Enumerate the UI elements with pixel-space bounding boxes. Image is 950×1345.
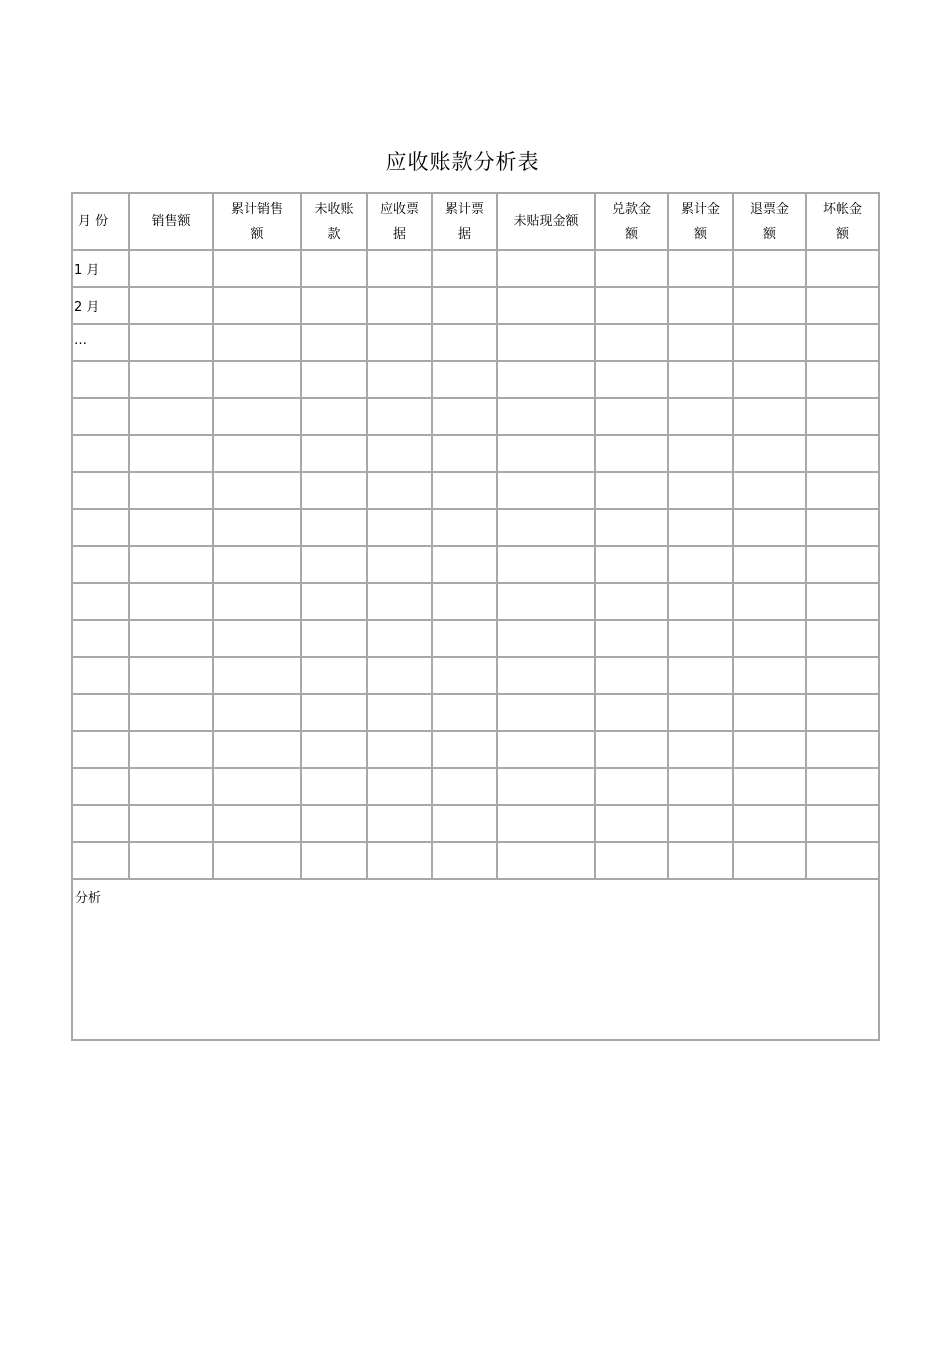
table-row: [72, 546, 879, 583]
data-cell[interactable]: [432, 842, 497, 879]
data-cell[interactable]: [733, 287, 806, 324]
data-cell[interactable]: [806, 509, 879, 546]
data-cell[interactable]: [595, 768, 668, 805]
table-row: [72, 287, 879, 324]
data-cell[interactable]: [733, 361, 806, 398]
month-cell: [72, 805, 129, 842]
data-cell[interactable]: [806, 472, 879, 509]
data-cell[interactable]: [367, 509, 432, 546]
header-cell-returned-notes: [733, 193, 806, 250]
table-row: [72, 250, 879, 287]
data-cell[interactable]: [668, 842, 733, 879]
data-cell[interactable]: [129, 694, 213, 731]
data-cell[interactable]: [595, 435, 668, 472]
page-title: 应收账款分析表: [385, 150, 540, 174]
header-cell-cumulative-notes: [432, 193, 497, 250]
data-cell[interactable]: [129, 509, 213, 546]
data-cell[interactable]: [367, 472, 432, 509]
header-cell-month: [72, 193, 129, 250]
data-cell[interactable]: [432, 805, 497, 842]
data-cell[interactable]: [213, 361, 301, 398]
data-cell[interactable]: [367, 583, 432, 620]
data-cell[interactable]: [129, 583, 213, 620]
data-cell[interactable]: [497, 583, 595, 620]
data-cell[interactable]: [129, 324, 213, 361]
data-cell[interactable]: [367, 546, 432, 583]
data-cell[interactable]: [367, 287, 432, 324]
data-cell[interactable]: [806, 435, 879, 472]
month-cell: [72, 657, 129, 694]
month-cell: [72, 731, 129, 768]
header-label: 月 份: [78, 214, 109, 229]
data-cell[interactable]: [129, 657, 213, 694]
data-cell[interactable]: [301, 731, 367, 768]
data-cell[interactable]: [367, 768, 432, 805]
data-cell[interactable]: [432, 324, 497, 361]
data-cell[interactable]: [367, 620, 432, 657]
data-cell[interactable]: [301, 324, 367, 361]
data-cell[interactable]: [129, 361, 213, 398]
month-cell: [72, 361, 129, 398]
data-cell[interactable]: [595, 731, 668, 768]
data-cell[interactable]: [301, 509, 367, 546]
data-cell[interactable]: [497, 842, 595, 879]
data-cell[interactable]: [668, 731, 733, 768]
header-cell-uncollected: [301, 193, 367, 250]
data-cell[interactable]: [432, 398, 497, 435]
data-cell[interactable]: [301, 250, 367, 287]
data-cell[interactable]: [595, 805, 668, 842]
data-cell[interactable]: [668, 250, 733, 287]
data-cell[interactable]: [497, 324, 595, 361]
data-cell[interactable]: [733, 620, 806, 657]
data-cell[interactable]: [129, 398, 213, 435]
data-cell[interactable]: [301, 805, 367, 842]
data-cell[interactable]: [806, 805, 879, 842]
data-cell[interactable]: [733, 842, 806, 879]
data-cell[interactable]: [806, 546, 879, 583]
data-cell[interactable]: [733, 583, 806, 620]
data-cell[interactable]: [129, 546, 213, 583]
month-cell: [72, 472, 129, 509]
data-cell[interactable]: [668, 287, 733, 324]
data-cell[interactable]: [497, 472, 595, 509]
table-row: [72, 694, 879, 731]
data-cell[interactable]: [595, 324, 668, 361]
header-label: 应收票 据: [379, 201, 419, 242]
data-cell[interactable]: [806, 324, 879, 361]
header-label: 坏帐金 额: [822, 201, 862, 242]
data-cell[interactable]: [301, 287, 367, 324]
data-cell[interactable]: [668, 509, 733, 546]
table-row: [72, 361, 879, 398]
data-cell[interactable]: [733, 509, 806, 546]
month-cell: [72, 620, 129, 657]
data-cell[interactable]: [432, 472, 497, 509]
data-cell[interactable]: [668, 694, 733, 731]
data-cell[interactable]: [367, 398, 432, 435]
data-cell[interactable]: [213, 250, 301, 287]
data-cell[interactable]: [733, 435, 806, 472]
data-cell[interactable]: [595, 842, 668, 879]
data-cell[interactable]: [733, 694, 806, 731]
data-cell[interactable]: [432, 657, 497, 694]
data-cell[interactable]: [432, 694, 497, 731]
data-cell[interactable]: [367, 842, 432, 879]
data-cell[interactable]: [213, 509, 301, 546]
data-cell[interactable]: [432, 768, 497, 805]
data-cell[interactable]: [806, 583, 879, 620]
data-cell[interactable]: [367, 250, 432, 287]
data-cell[interactable]: [213, 731, 301, 768]
data-cell[interactable]: [301, 657, 367, 694]
table-row: [72, 435, 879, 472]
header-cell-sales: [129, 193, 213, 250]
data-cell[interactable]: [668, 546, 733, 583]
data-cell[interactable]: [213, 694, 301, 731]
data-cell[interactable]: [213, 472, 301, 509]
data-cell[interactable]: [595, 583, 668, 620]
month-cell: [72, 842, 129, 879]
data-cell[interactable]: [129, 731, 213, 768]
data-cell[interactable]: [733, 324, 806, 361]
data-cell[interactable]: [213, 287, 301, 324]
data-cell[interactable]: [497, 657, 595, 694]
data-cell[interactable]: [129, 805, 213, 842]
data-cell[interactable]: [432, 583, 497, 620]
data-cell[interactable]: [806, 694, 879, 731]
data-cell[interactable]: [129, 435, 213, 472]
header-label: 未贴现金额: [513, 214, 579, 229]
data-cell[interactable]: [301, 546, 367, 583]
table-row: [72, 842, 879, 879]
month-cell: 1 月: [72, 250, 129, 287]
data-cell[interactable]: [367, 731, 432, 768]
data-cell[interactable]: [301, 583, 367, 620]
data-cell[interactable]: [668, 435, 733, 472]
data-cell[interactable]: [432, 620, 497, 657]
data-cell[interactable]: [595, 398, 668, 435]
header-row: [72, 193, 879, 250]
data-cell[interactable]: [806, 398, 879, 435]
table-row: [72, 472, 879, 509]
header-label: 兑款金 额: [611, 201, 651, 242]
data-cell[interactable]: [432, 287, 497, 324]
data-cell[interactable]: [432, 731, 497, 768]
data-cell[interactable]: [733, 546, 806, 583]
data-cell[interactable]: [595, 657, 668, 694]
data-cell[interactable]: [806, 731, 879, 768]
data-cell[interactable]: [595, 546, 668, 583]
table-row: [72, 731, 879, 768]
data-cell[interactable]: [213, 805, 301, 842]
data-cell[interactable]: [733, 805, 806, 842]
data-cell[interactable]: [668, 657, 733, 694]
data-cell[interactable]: [595, 250, 668, 287]
data-cell[interactable]: [668, 472, 733, 509]
data-cell[interactable]: [806, 361, 879, 398]
data-cell[interactable]: [497, 509, 595, 546]
data-cell[interactable]: [213, 842, 301, 879]
data-cell[interactable]: [668, 805, 733, 842]
data-cell[interactable]: [213, 324, 301, 361]
data-cell[interactable]: [301, 361, 367, 398]
month-cell: 2 月: [72, 287, 129, 324]
data-cell[interactable]: [733, 472, 806, 509]
data-cell[interactable]: [497, 546, 595, 583]
data-cell[interactable]: [497, 287, 595, 324]
receivables-analysis-table: [71, 192, 880, 1041]
header-cell-undiscounted: [497, 193, 595, 250]
data-cell[interactable]: [668, 583, 733, 620]
analysis-label: 分析: [75, 891, 102, 906]
data-cell[interactable]: [806, 657, 879, 694]
table-row: [72, 805, 879, 842]
data-cell[interactable]: [497, 250, 595, 287]
data-cell[interactable]: [595, 287, 668, 324]
data-cell[interactable]: [497, 768, 595, 805]
data-cell[interactable]: [733, 250, 806, 287]
table-body: [72, 250, 879, 1040]
table-row: [72, 324, 879, 361]
header-cell-cumulative-sales: [213, 193, 301, 250]
analysis-row: [72, 879, 879, 1040]
table-row: [72, 583, 879, 620]
data-cell[interactable]: [367, 361, 432, 398]
data-cell[interactable]: [497, 620, 595, 657]
data-cell[interactable]: [213, 768, 301, 805]
data-cell[interactable]: [213, 620, 301, 657]
data-cell[interactable]: [668, 398, 733, 435]
data-cell[interactable]: [595, 361, 668, 398]
data-cell[interactable]: [595, 694, 668, 731]
header-cell-notes-receivable: [367, 193, 432, 250]
data-cell[interactable]: [432, 546, 497, 583]
data-cell[interactable]: [497, 694, 595, 731]
data-cell[interactable]: [668, 620, 733, 657]
header-label: 未收账 款: [314, 201, 354, 242]
data-cell[interactable]: [806, 250, 879, 287]
data-cell[interactable]: [213, 546, 301, 583]
data-cell[interactable]: [129, 472, 213, 509]
month-cell: …: [72, 324, 129, 361]
header-label: 退票金 额: [749, 201, 789, 242]
data-cell[interactable]: [129, 768, 213, 805]
table-row: [72, 657, 879, 694]
table-row: [72, 398, 879, 435]
data-cell[interactable]: [213, 657, 301, 694]
month-cell: [72, 435, 129, 472]
data-cell[interactable]: [301, 472, 367, 509]
data-cell[interactable]: [367, 657, 432, 694]
header-label: 销售额: [151, 214, 191, 229]
table-row: [72, 768, 879, 805]
data-cell[interactable]: [497, 361, 595, 398]
header-cell-bad-debt: [806, 193, 879, 250]
data-cell[interactable]: [497, 731, 595, 768]
data-cell[interactable]: [213, 398, 301, 435]
month-cell: [72, 509, 129, 546]
data-cell[interactable]: [668, 361, 733, 398]
month-cell: [72, 398, 129, 435]
data-cell[interactable]: [432, 509, 497, 546]
data-cell[interactable]: [668, 768, 733, 805]
table-row: [72, 509, 879, 546]
header-label: 累计票 据: [444, 201, 484, 242]
data-cell[interactable]: [668, 324, 733, 361]
header-label: 累计金 额: [680, 201, 720, 242]
data-cell[interactable]: [367, 435, 432, 472]
data-cell[interactable]: [806, 768, 879, 805]
data-cell[interactable]: [595, 472, 668, 509]
data-cell[interactable]: [595, 620, 668, 657]
data-cell[interactable]: [733, 657, 806, 694]
data-cell[interactable]: [806, 842, 879, 879]
analysis-cell[interactable]: [72, 879, 879, 1040]
data-cell[interactable]: [301, 768, 367, 805]
data-cell[interactable]: [497, 805, 595, 842]
month-cell: [72, 546, 129, 583]
header-cell-cumulative-amount: [668, 193, 733, 250]
header-cell-redeemed: [595, 193, 668, 250]
month-cell: [72, 768, 129, 805]
header-label: 累计销售 额: [230, 201, 283, 242]
data-cell[interactable]: [301, 435, 367, 472]
data-cell[interactable]: [301, 694, 367, 731]
data-cell[interactable]: [432, 250, 497, 287]
data-cell[interactable]: [213, 583, 301, 620]
data-cell[interactable]: [129, 250, 213, 287]
data-cell[interactable]: [213, 435, 301, 472]
data-cell[interactable]: [733, 731, 806, 768]
data-cell[interactable]: [497, 435, 595, 472]
data-cell[interactable]: [806, 287, 879, 324]
data-cell[interactable]: [129, 287, 213, 324]
data-cell[interactable]: [129, 620, 213, 657]
data-cell[interactable]: [301, 842, 367, 879]
month-cell: [72, 694, 129, 731]
data-cell[interactable]: [367, 805, 432, 842]
month-cell: [72, 583, 129, 620]
data-cell[interactable]: [733, 768, 806, 805]
data-cell[interactable]: [129, 842, 213, 879]
data-cell[interactable]: [432, 361, 497, 398]
data-cell[interactable]: [595, 509, 668, 546]
data-cell[interactable]: [806, 620, 879, 657]
data-cell[interactable]: [367, 694, 432, 731]
data-cell[interactable]: [367, 324, 432, 361]
data-cell[interactable]: [301, 398, 367, 435]
data-cell[interactable]: [301, 620, 367, 657]
data-cell[interactable]: [432, 435, 497, 472]
data-cell[interactable]: [497, 398, 595, 435]
table-row: [72, 620, 879, 657]
data-cell[interactable]: [733, 398, 806, 435]
